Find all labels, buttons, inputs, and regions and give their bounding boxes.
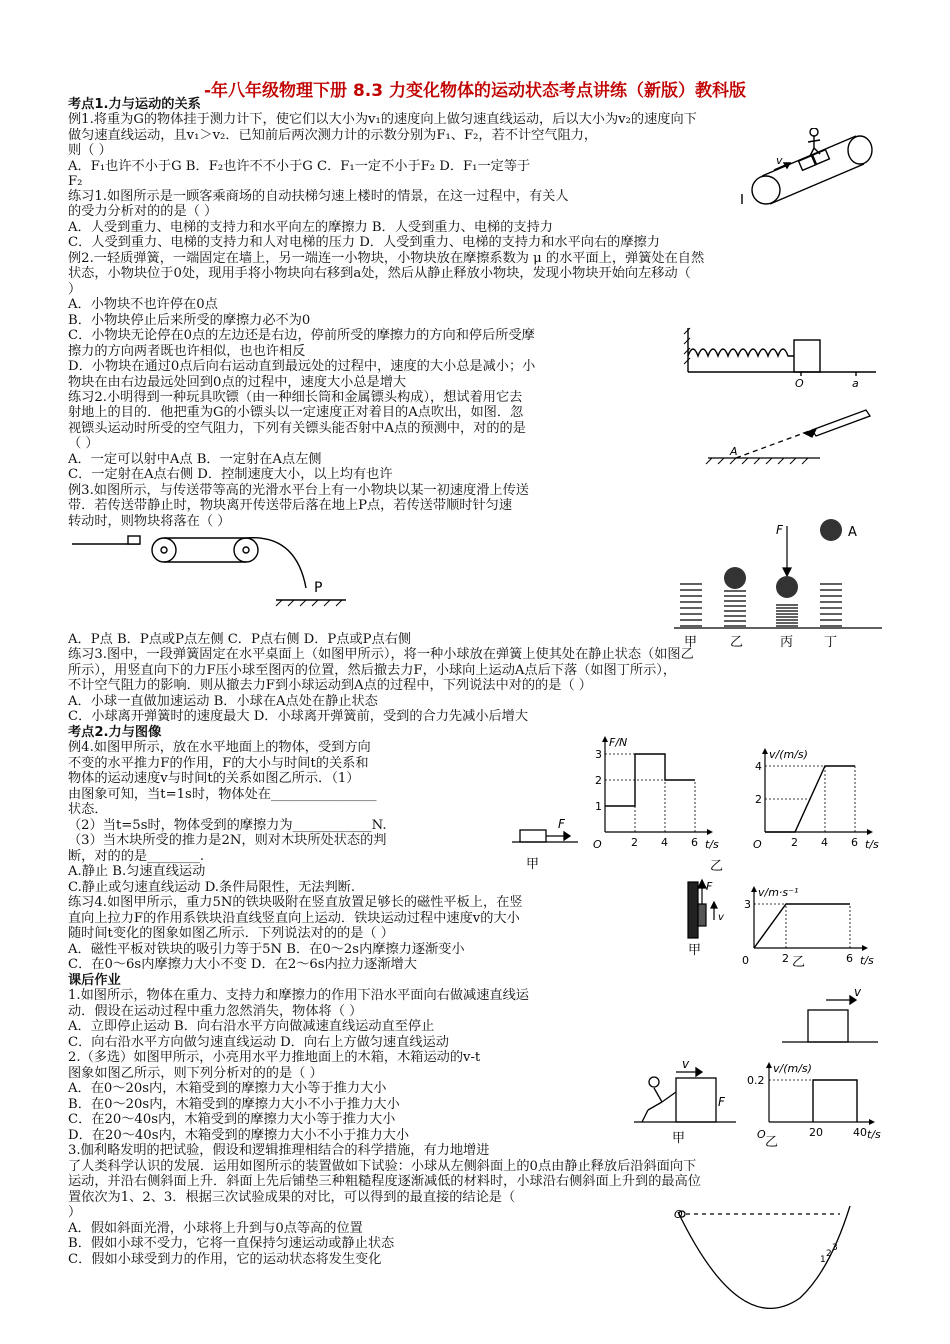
y-tick-label: 3 xyxy=(744,898,751,911)
pr4-chart xyxy=(736,870,896,970)
text-line: 断，对的的是________. xyxy=(68,849,205,864)
pr4-v-label: v xyxy=(718,912,724,923)
text-line: 转动时，则物块将落在（ ） xyxy=(68,514,231,529)
text-line: A．F₁也许不小于G B．F₂也许不不小于G C．F₁一定不小于F₂ D．F₁一定等于 xyxy=(68,159,531,174)
text-line: 例3.如图所示，与传送带等高的光滑水平台上有一小物块以某一初速度滑上传送 xyxy=(68,483,529,498)
text-line: C.静止或匀速直线运动 D.条件局限性，无法判断. xyxy=(68,880,356,895)
y-tick-label: 1 xyxy=(595,800,602,813)
hw2-yi-label: 乙 xyxy=(765,1135,779,1148)
text-line: C．在20～40s内，木箱受到的摩擦力大小等于推力大小 xyxy=(68,1112,396,1127)
text-line: A．一定可以射中A点 B．一定射在A点左侧 xyxy=(68,452,322,467)
x-axis-arrow xyxy=(862,945,868,951)
y-axis-label: v/(m/s) xyxy=(773,1062,812,1075)
text-line: 置依次为1、2、3．根据三次试验成果的对比，可以得到的最直接的结论是（ xyxy=(68,1190,516,1205)
pr4-yi-label: 乙 xyxy=(792,955,806,970)
chart2-origin: O xyxy=(753,838,762,851)
text-line: （ ） xyxy=(68,436,99,451)
x-tick-label: 2 xyxy=(782,952,789,965)
ex4-f-label: F xyxy=(558,817,565,831)
spring-yi xyxy=(724,591,746,626)
text-line: （3）当木块所受的推力是2N，则对木块所处状态的判 xyxy=(68,833,387,848)
hw2-chart xyxy=(745,1050,885,1148)
text-line: 例4.如图甲所示，放在水平地面上的物体，受到方向 xyxy=(68,740,371,755)
x-tick-label: 6 xyxy=(691,836,698,849)
y-axis-label: v/(m/s) xyxy=(769,748,808,761)
text-line: 则（ ） xyxy=(68,143,112,158)
hw1-block-figure xyxy=(780,984,880,1054)
text-line: 的受力分析对的的是（ ） xyxy=(68,204,218,219)
text-line: A．在0～20s内，木箱受到的摩擦力大小等于推力大小 xyxy=(68,1081,387,1096)
text-line: A．小球一直做加速运动 B．小球在A点处在静止状态 xyxy=(68,694,378,709)
text-line: A．磁性平板对铁块的吸引力等于5N B．在0～2s内摩擦力逐渐变小 xyxy=(68,942,465,957)
text-line: 直向上拉力F的作用系铁块沿直线竖直向上运动．铁块运动过程中速度v的大小 xyxy=(68,911,520,926)
x-tick-label: 6 xyxy=(851,836,858,849)
text-line: 不变的水平推力F的作用，F的大小与时间t的关系和 xyxy=(68,756,369,771)
x-tick-label: 4 xyxy=(661,836,668,849)
hw2-v-label: v xyxy=(682,1058,690,1071)
x-axis-arrow xyxy=(707,829,713,835)
hw2-origin: O xyxy=(757,1128,766,1141)
text-line: B．在0～20s内，木箱受到的摩擦力大小不小于推力大小 xyxy=(68,1097,400,1112)
x-tick-label: 2 xyxy=(631,836,638,849)
dart-figure xyxy=(700,400,880,470)
spring-jia xyxy=(680,584,702,626)
text-line: 运动，并沿右侧斜面上升．斜面上先后铺垫三种粗糙程度逐渐减低的材料时，小球沿右侧斜面上升到的最高位 xyxy=(68,1174,701,1189)
series-line xyxy=(813,1080,857,1122)
text-line: 练习2.小明得到一种玩具吹镖（由一种细长筒和金属镖头构成），想试着用它去 xyxy=(68,390,523,405)
text-line: 擦力的方向两者既也许相似，也也许相反 xyxy=(68,344,306,359)
text-line: C．小物块无论停在0点的左边还是右边，停前所受的摩擦力的方向和停后所受摩 xyxy=(68,328,535,343)
text-line: ） xyxy=(68,282,82,297)
x-axis-label: t/s xyxy=(705,838,719,851)
hw3-num-3: 3 xyxy=(832,1243,838,1253)
spring-o-label: O xyxy=(795,377,804,390)
text-line: C．在0～6s内摩擦力大小不变 D．在2～6s内拉力逐渐增大 xyxy=(68,957,417,972)
text-line: C．向右沿水平方向做匀速直线运动 D．向右上方做匀速直线运动 xyxy=(68,1035,449,1050)
spring-block-figure xyxy=(680,318,880,390)
text-line: C．一定射在A点右侧 D．控制速度大小，以上均有也许 xyxy=(68,467,393,482)
spring-ding xyxy=(820,584,842,626)
y-axis-arrow xyxy=(766,1062,772,1068)
y-tick-label: 3 xyxy=(595,748,602,761)
y-axis-label: F/N xyxy=(609,736,628,749)
x-tick-label: 40 xyxy=(853,1126,867,1139)
text-line: 1.如图所示，物体在重力、支持力和摩擦力的作用下沿水平面向右做减速直线运 xyxy=(68,988,529,1003)
spring-bing xyxy=(776,605,798,626)
hw3-num-2: 2 xyxy=(826,1249,832,1259)
text-line: 带．若传送带静止时，物块离开传送带后落在地上P点，若传送带顺时针匀速 xyxy=(68,498,513,513)
spring-caption-bing: 丙 xyxy=(780,635,794,650)
text-line: 不计空气阻力的影响．则从撤去力F到小球运动到A点的过程中，下列说法中对的的是（ ） xyxy=(68,678,592,693)
text-line: C．小球离开弹簧时的速度最大 D．小球离开弹簧前，受到的合力先减小后增大 xyxy=(68,709,529,724)
spring-caption-ding: 丁 xyxy=(824,635,838,650)
ex4-jia-label: 甲 xyxy=(526,857,540,872)
x-axis-label: t/s xyxy=(865,838,879,851)
text-line: 练习4.如图甲所示，重力5N的铁块吸附在竖直放置足够长的磁性平板上，在竖 xyxy=(68,895,523,910)
y-tick-label: 2 xyxy=(595,774,602,787)
text-line: 状态． xyxy=(68,802,108,817)
ex4-charts xyxy=(585,732,890,882)
x-axis-arrow xyxy=(867,829,873,835)
y-tick-label: 0.2 xyxy=(747,1074,765,1087)
text-line: C．人受到重力、电梯的支持力和人对电梯的压力 D．人受到重力、电梯的支持力和水平向右的摩擦力 xyxy=(68,235,660,250)
text-line: 课后作业 xyxy=(68,973,121,988)
text-line: A．小物块不也许停在0点 xyxy=(68,297,218,312)
text-line: F₂ xyxy=(68,174,83,189)
pr4-origin: 0 xyxy=(742,954,749,967)
text-line: A．立即停止运动 B．向右沿水平方向做减速直线运动直至停止 xyxy=(68,1019,435,1034)
hw2-jia-label: 甲 xyxy=(672,1131,686,1146)
text-line: C．假如小球受到力的作用，它的运动状态将发生变化 xyxy=(68,1252,382,1267)
text-line: 由图象可知，当t=1s时，物体处在________________ xyxy=(68,787,377,802)
text-line: 视镖头运动时所受的空气阻力，下列有关镖头能否射中A点的预测中，对的的是 xyxy=(68,421,526,436)
text-line: D．小物块在通过0点后向右运动直到最远处的过程中，速度的大小总是减小；小 xyxy=(68,359,536,374)
conveyor-figure xyxy=(70,528,350,608)
chart1-origin: O xyxy=(593,838,602,851)
x-tick-label: 6 xyxy=(846,952,853,965)
text-line: 图象如图乙所示，则下列分析对的的是（ ） xyxy=(68,1066,323,1081)
text-line: 例2.一轻质弹簧，一端固定在墙上，另一端连一小物块，小物块放在摩擦系数为 μ 的水平面上，弹簧处在自然 xyxy=(68,251,705,266)
spring-ball-a-label: A xyxy=(848,525,857,540)
ex4-block-figure xyxy=(510,812,590,872)
text-line: 考点2.力与图像 xyxy=(68,725,162,740)
text-line: A．人受到重力、电梯的支持力和水平向左的摩擦力 B．人受到重力、电梯的支持力 xyxy=(68,220,553,235)
text-line: 了人类科学认识的发展．运用如图所示的装置做如下试验：小球从左侧斜面上的0点由静止释放后沿斜面向下 xyxy=(68,1159,697,1174)
escalator-figure xyxy=(738,128,888,208)
y-axis-arrow xyxy=(602,736,608,742)
text-line: A．P点 B．P点或P点左侧 C．P点右侧 D．P点或P点右侧 xyxy=(68,632,412,647)
text-line: 物体的运动速度v与时间t的关系如图乙所示．（1） xyxy=(68,771,360,786)
spring-caption-yi: 乙 xyxy=(730,635,744,650)
text-line: A.静止 B.匀速直线运动 xyxy=(68,864,206,879)
x-axis-label: t/s xyxy=(860,954,874,967)
y-tick-label: 2 xyxy=(755,793,762,806)
hw1-v-label: v xyxy=(854,985,862,999)
text-line: ） xyxy=(68,1205,82,1220)
spring-a-label: a xyxy=(852,377,859,390)
y-tick-label: 4 xyxy=(755,760,762,773)
ex4-yi-label: 乙 xyxy=(710,859,724,874)
text-line: B．小物块停止后来所受的摩擦力必不为0 xyxy=(68,313,311,328)
y-axis-label: v/m·s⁻¹ xyxy=(758,886,799,899)
escalator-v-label: v xyxy=(776,154,783,167)
x-tick-label: 20 xyxy=(809,1126,823,1139)
text-line: 做匀速直线运动，且v₁＞v₂．已知前后两次测力计的示数分别为F₁、F₂，若不计空气阻力， xyxy=(68,128,598,143)
text-line: 动．假设在运动过程中重力忽然消失，物体将（ ） xyxy=(68,1004,363,1019)
text-line: 2.（多选）如图甲所示，小亮用水平力推地面上的木箱，木箱运动的v-t xyxy=(68,1050,481,1065)
hw3-track-figure xyxy=(670,1190,880,1310)
text-line: B．假如小球不受力，它将一直保持匀速运动或静止状态 xyxy=(68,1236,395,1251)
spring-caption-jia: 甲 xyxy=(684,635,698,650)
x-axis-arrow xyxy=(869,1119,875,1125)
x-tick-label: 4 xyxy=(821,836,828,849)
conveyor-p-label: P xyxy=(314,580,323,596)
pr4-jia-label: 甲 xyxy=(688,943,702,956)
hw3-num-1: 1 xyxy=(820,1255,826,1265)
pr4-magnet-figure xyxy=(676,876,736,956)
text-line: 物块在由右边最远处回到0点的过程中，速度大小总是增大 xyxy=(68,375,407,390)
series-line xyxy=(754,904,850,948)
x-tick-label: 2 xyxy=(791,836,798,849)
text-line: 状态，小物块位于0处，现用手将小物块向右移到a处，然后从静止释放小物块，发现小物块开始向左移动（ xyxy=(68,266,691,281)
hw2-push-figure xyxy=(632,1058,742,1148)
hw3-o-label: O xyxy=(674,1208,683,1221)
text-line: （2）当t=5s时，物体受到的摩擦力为____________N. xyxy=(68,818,387,833)
text-line: 所示），用竖直向下的力F压小球至图丙的位置，然后撤去力F，小球向上运动A点后下落（如图丁所示）， xyxy=(68,663,677,678)
spring-ball-f-label: F xyxy=(776,523,783,537)
text-line: 射地上的目的．他把重为G的小镖头以一定速度正对着目的A点吹出，如图．忽 xyxy=(68,405,524,420)
text-line: A．假如斜面光滑，小球将上升到与0点等高的位置 xyxy=(68,1221,363,1236)
x-axis-label: t/s xyxy=(867,1128,881,1141)
y-axis-arrow xyxy=(762,748,768,754)
pr4-f-label: F xyxy=(706,880,713,893)
page-title: -年八年级物理下册 8.3 力变化物体的运动状态考点讲练（新版）教科版 xyxy=(203,81,746,101)
dart-a-label: A xyxy=(730,445,738,458)
hw2-f-label: F xyxy=(718,1095,725,1109)
y-axis-arrow xyxy=(751,886,757,892)
text-line: 考点1.力与运动的关系 xyxy=(68,97,201,112)
text-line: 3.伽利略发明的把试验，假设和逻辑推理相结合的科学措施，有力地增进 xyxy=(68,1143,490,1158)
text-line: 例1.将重为G的物体挂于测力计下，使它们以大小为v₁的速度向上做匀速直线运动，后以大小为v₂的速度向下 xyxy=(68,112,697,127)
spring-ball-figure xyxy=(672,512,884,650)
text-line: 随时间t变化的图象如图乙所示．下列说法对的的是（ ） xyxy=(68,926,394,941)
text-line: 练习1.如图所示是一顾客乘商场的自动扶梯匀速上楼时的情景，在这一过程中，有关人 xyxy=(68,189,569,204)
text-line: D．在20～40s内，木箱受到的摩擦力大小不小于推力大小 xyxy=(68,1128,410,1143)
text-line: 练习3.图中，一段弹簧固定在水平桌面上（如图甲所示），将一种小球放在弹簧上使其处在静止状态（如图乙 xyxy=(68,647,694,662)
